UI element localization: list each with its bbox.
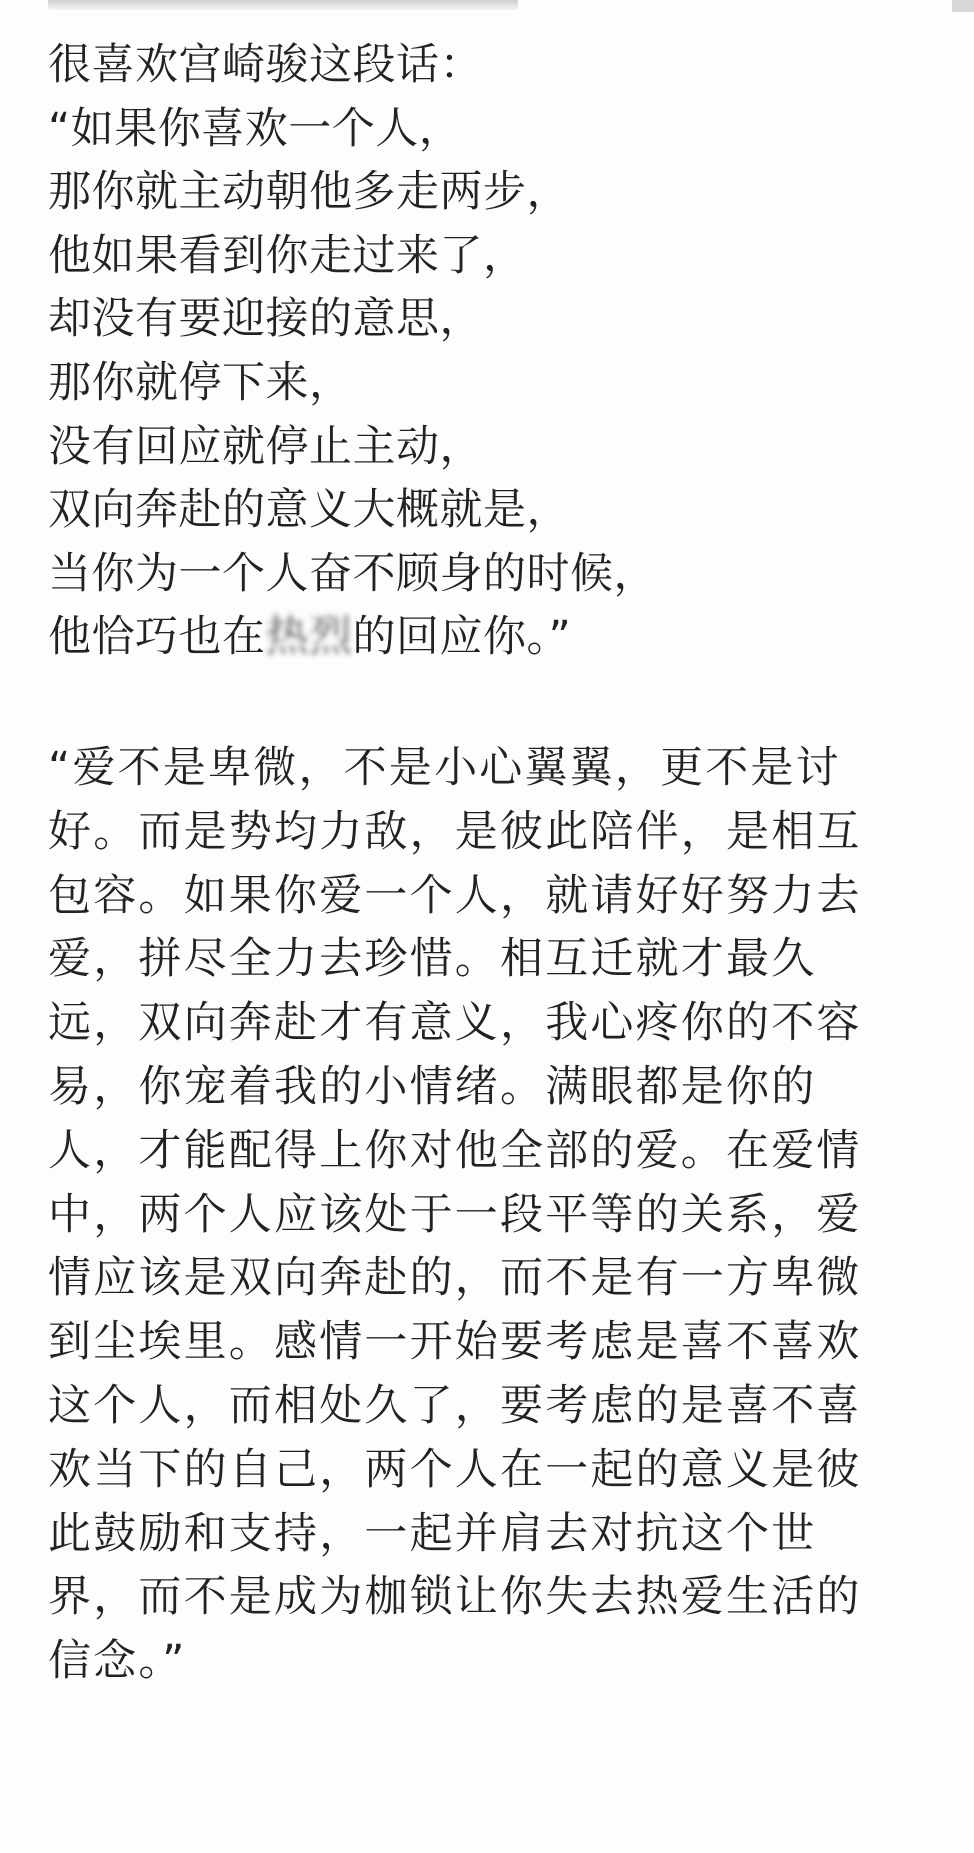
poem-line: “如果你喜欢一个人， [48, 103, 463, 154]
paragraph-line: 信念。” [48, 1636, 187, 1687]
document-body [48, 34, 948, 1694]
paragraph-line: 好。而是势均力敌，是彼此陪伴，是相互 [48, 806, 862, 857]
paragraph-line: 这个人，而相处久了，要考虑的是喜不喜 [48, 1380, 862, 1431]
paragraph-line: 到尘埃里。感情一开始要考虑是喜不喜欢 [48, 1317, 862, 1368]
paragraph-line: 易，你宠着我的小情绪。满眼都是你的 [48, 1061, 817, 1112]
poem-last-line-start: 他恰巧也在 [48, 612, 266, 663]
paragraph-gap [48, 670, 948, 737]
cropped-corner-mark [952, 0, 974, 12]
paragraph-line: 此鼓励和支持，一起并肩去对抗这个世 [48, 1508, 817, 1559]
cropped-previous-line [48, 0, 518, 10]
poem-last-line [48, 606, 948, 670]
paragraph-line: “爱不是卑微，不是小心翼翼，更不是讨 [48, 742, 841, 793]
paragraph-line: 人，才能配得上你对他全部的爱。在爱情 [48, 1125, 862, 1176]
paragraph-line: 爱，拼尽全力去珍惜。相互迁就才最久 [48, 934, 817, 985]
poem-line: 没有回应就停止主动， [48, 421, 483, 472]
paragraph-line: 情应该是双向奔赴的，而不是有一方卑微 [48, 1253, 862, 1304]
poem-line: 他如果看到你走过来了， [48, 230, 527, 281]
poem-line: 那你就主动朝他多走两步， [48, 167, 570, 218]
poem-line: 却没有要迎接的意思， [48, 294, 483, 345]
poem-line: 当你为一个人奋不顾身的时候， [48, 548, 657, 599]
poem-line: 那你就停下来， [48, 357, 353, 408]
poem-last-line-end: 的回应你。” [352, 612, 572, 663]
paragraph-line: 中，两个人应该处于一段平等的关系，爱 [48, 1189, 862, 1240]
blurred-words: 热烈 [265, 612, 353, 663]
paragraph-line: 欢当下的自己，两个人在一起的意义是彼 [48, 1444, 862, 1495]
paragraph-line: 界，而不是成为枷锁让你失去热爱生活的 [48, 1572, 862, 1623]
paragraph-line: 远，双向奔赴才有意义，我心疼你的不容 [48, 998, 862, 1049]
poem-line: 双向奔赴的意义大概就是， [48, 485, 570, 536]
intro-line: 很喜欢宫崎骏这段话： [48, 40, 483, 90]
paragraph-line: 包容。如果你爱一个人，就请好好努力去 [48, 870, 862, 921]
